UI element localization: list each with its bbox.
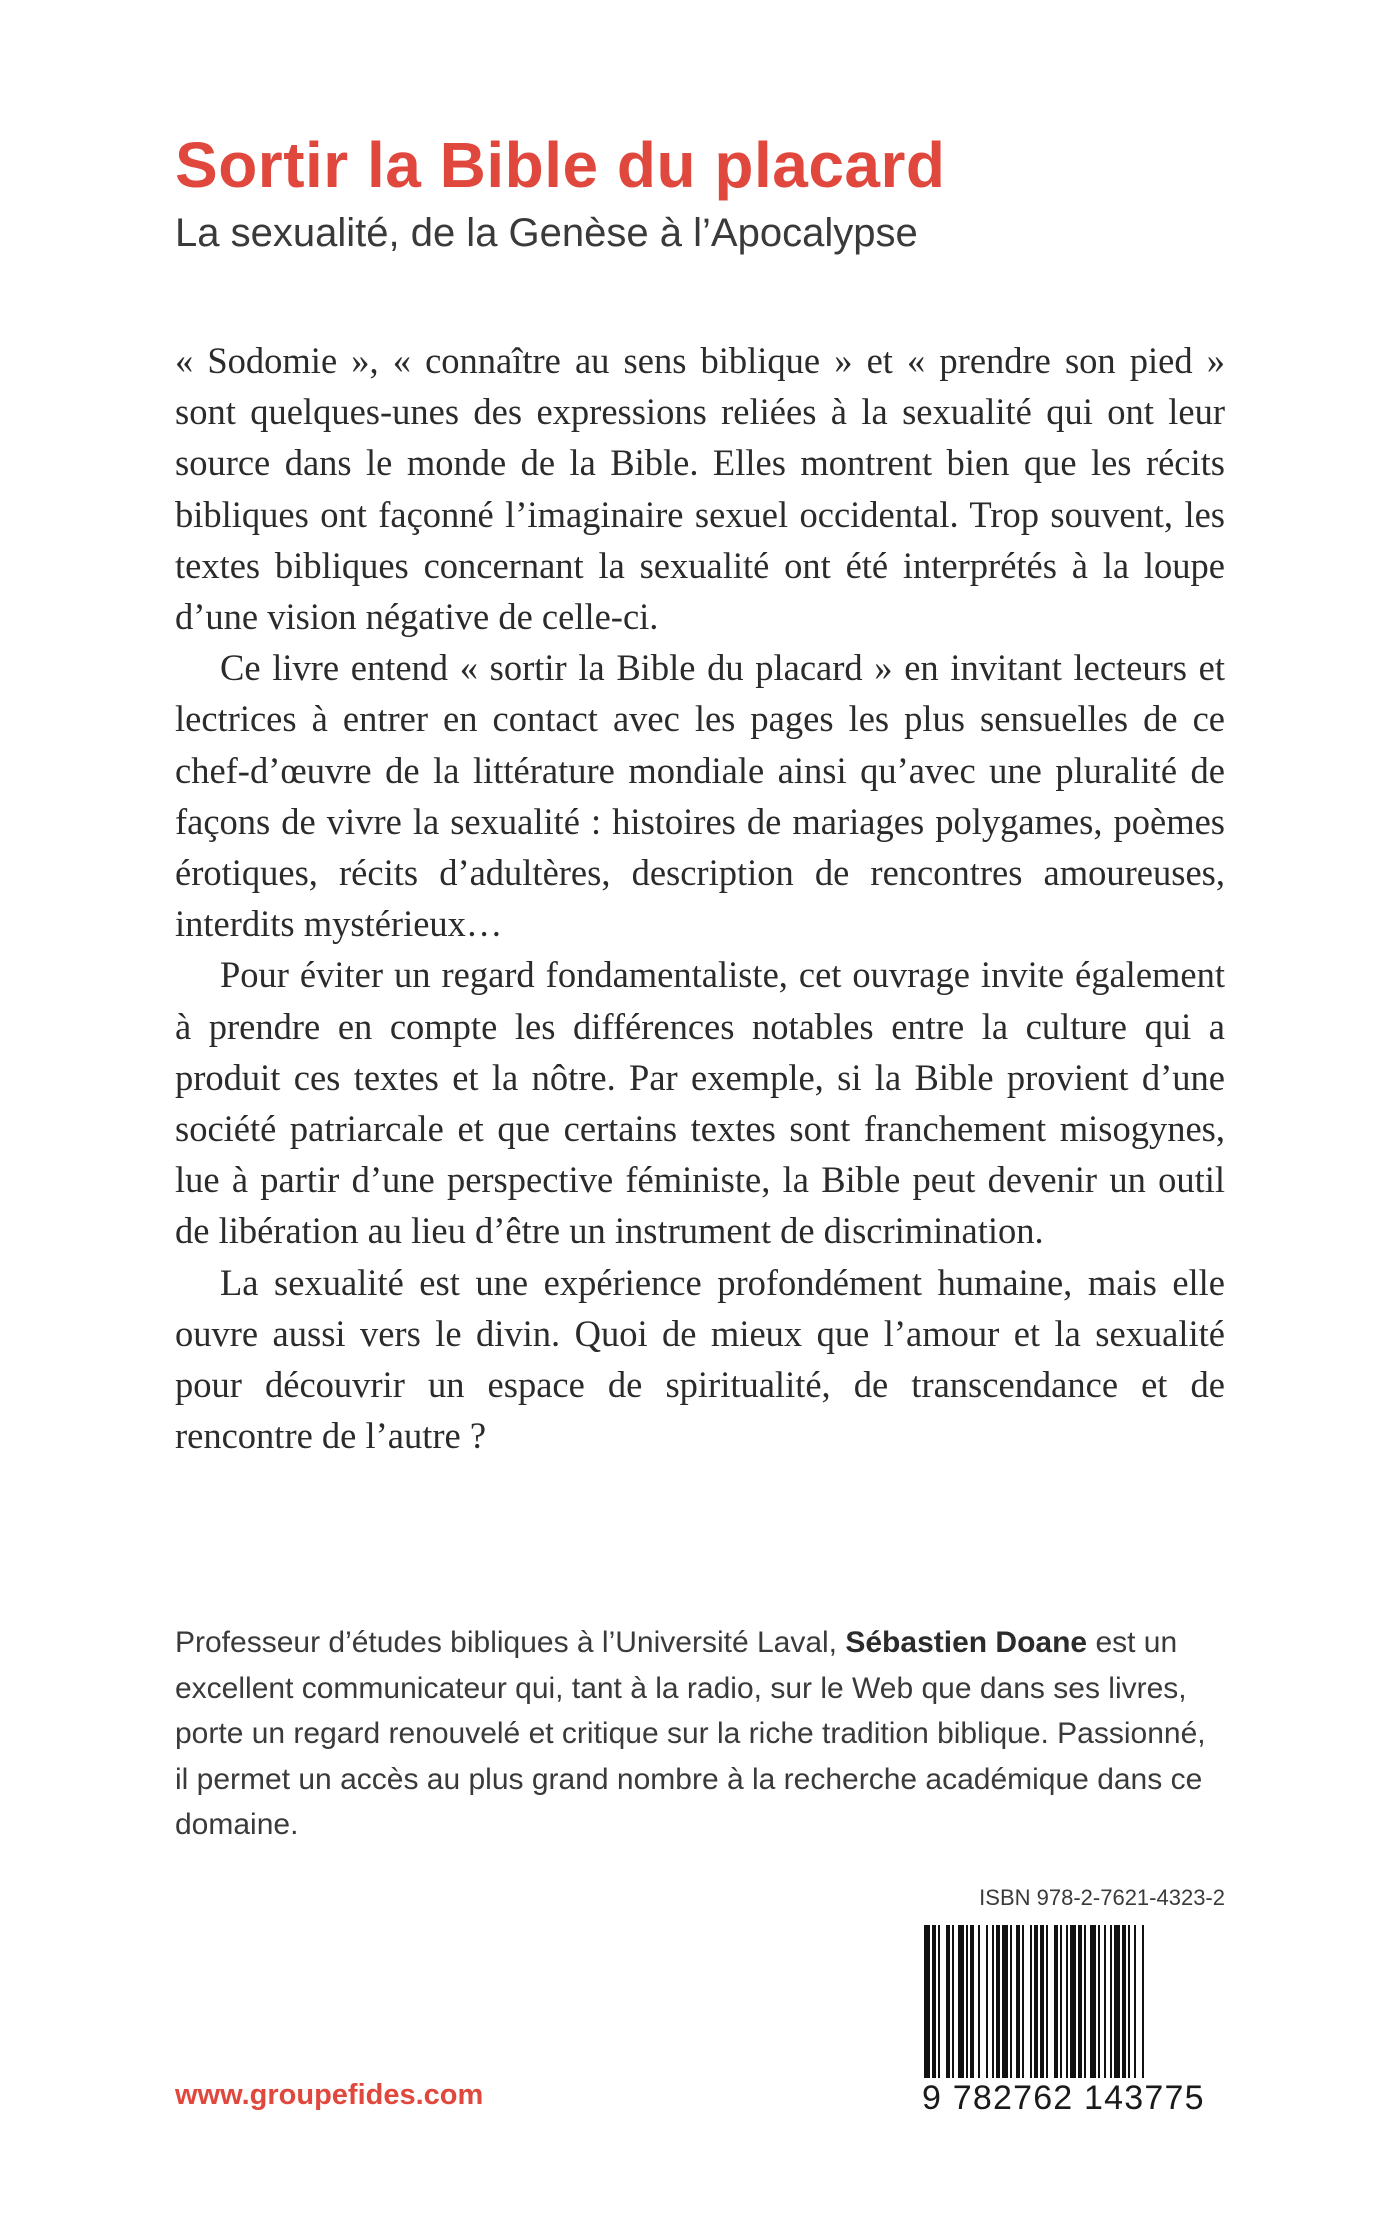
barcode-bar — [1098, 1925, 1100, 2095]
barcode-bar — [1142, 1925, 1144, 2095]
barcode-bar — [1022, 1925, 1024, 2095]
author-name: Sébastien Doane — [845, 1626, 1088, 1659]
blurb-paragraph-4: La sexualité est une expérience profondément humaine, mais elle ouvre aussi vers le divin. Quoi de mieux que l’amour et la sexualité pour découvrir un espace de spiritualité, de transcendance et de rencontre de l’autre ? — [175, 1261, 1225, 1457]
barcode-bar — [1040, 1925, 1044, 2095]
barcode-bar — [1016, 1925, 1020, 2095]
barcode-digits: 9 782762 143775 — [918, 2078, 1232, 2118]
barcode-bar — [978, 1925, 980, 2095]
barcode-bar — [1066, 1925, 1068, 2095]
barcode-bar — [946, 1925, 950, 2095]
barcode-bar — [1078, 1925, 1082, 2095]
isbn-label: ISBN 978-2-7621-4323-2 — [979, 1885, 1225, 1910]
barcode-bar — [932, 1925, 936, 2095]
barcode-bar — [1010, 1925, 1012, 2095]
barcode-bar — [1104, 1925, 1106, 2095]
blurb — [175, 335, 1225, 1461]
barcode-bar — [1110, 1925, 1112, 2095]
barcode-bar — [970, 1925, 974, 2095]
blurb-paragraph-1: « Sodomie », « connaître au sens biblique » et « prendre son pied » sont quelques-unes des expressions reliées à la sexualité qui ont leur source dans le monde de la Bible. Elles montrent bien que les récits bibliques ont façonné l’imaginaire sexuel occidental. Trop souvent, les textes bibliques concernant la sexualité ont été interprétés à la loupe d’une vision négative de celle-ci. — [175, 340, 1225, 638]
blurb-paragraph-3: Pour éviter un regard fondamentaliste, cet ouvrage invite également à prendre en compte les différences notables entre la culture qui a produit ces textes et la nôtre. Par exemple, si la Bible provient d’une société patriarcale et que certains textes sont franchement misogynes, lue à partir d’une perspective féministe, la Bible peut devenir un outil de libération au lieu d’être un instrument de discrimination. — [175, 954, 1225, 1252]
barcode-bar — [958, 1925, 964, 2095]
barcode-bar — [924, 1925, 930, 2095]
barcode-bar — [996, 1925, 1000, 2095]
barcode-bar — [1090, 1925, 1096, 2095]
barcode-bar — [1128, 1925, 1130, 2095]
publisher-website-link[interactable]: www.groupefides.com — [175, 2079, 484, 2111]
barcode-bar — [952, 1925, 954, 2095]
author-bio-rest: est un excellent communicateur qui, tant à la radio, sur le Web que dans ses livres, porte un regard renouvelé et critique sur la riche tradition biblique. Passionné, il permet un accès au plus grand nombre à la recherche académique dans ce domaine. — [175, 1626, 1206, 1841]
barcode-bar — [992, 1925, 994, 2095]
barcode — [920, 1925, 1220, 2095]
barcode-bar — [1002, 1925, 1008, 2095]
barcode-bar — [938, 1925, 940, 2095]
barcode-bar — [1054, 1925, 1058, 2095]
barcode-bar — [1134, 1925, 1136, 2095]
barcode-bar — [1030, 1925, 1032, 2095]
barcode-bar — [1034, 1925, 1038, 2095]
blurb-paragraph-2: Ce livre entend « sortir la Bible du placard » en invitant lecteurs et lectrices à entrer en contact avec les pages les plus sensuelles de ce chef-d’œuvre de la littérature mondiale ainsi qu’avec une pluralité de façons de vivre la sexualité : histoires de mariages polygames, poèmes érotiques, récits d’adultères, description de rencontres amoureuses, interdits mystérieux… — [175, 647, 1225, 945]
barcode-bar — [1070, 1925, 1076, 2095]
book-subtitle: La sexualité, de la Genèse à l’Apocalypse — [175, 211, 918, 255]
barcode-bar — [1084, 1925, 1086, 2095]
author-bio — [175, 1620, 1225, 1848]
barcode-bar — [966, 1925, 968, 2095]
book-title: Sortir la Bible du placard — [175, 129, 946, 201]
barcode-bar — [1114, 1925, 1120, 2095]
barcode-bar — [1122, 1925, 1126, 2095]
barcode-bar — [1046, 1925, 1048, 2095]
barcode-bar — [1060, 1925, 1062, 2095]
barcode-bar — [986, 1925, 988, 2095]
author-bio-intro: Professeur d’études bibliques à l’Université Laval, — [175, 1626, 846, 1659]
